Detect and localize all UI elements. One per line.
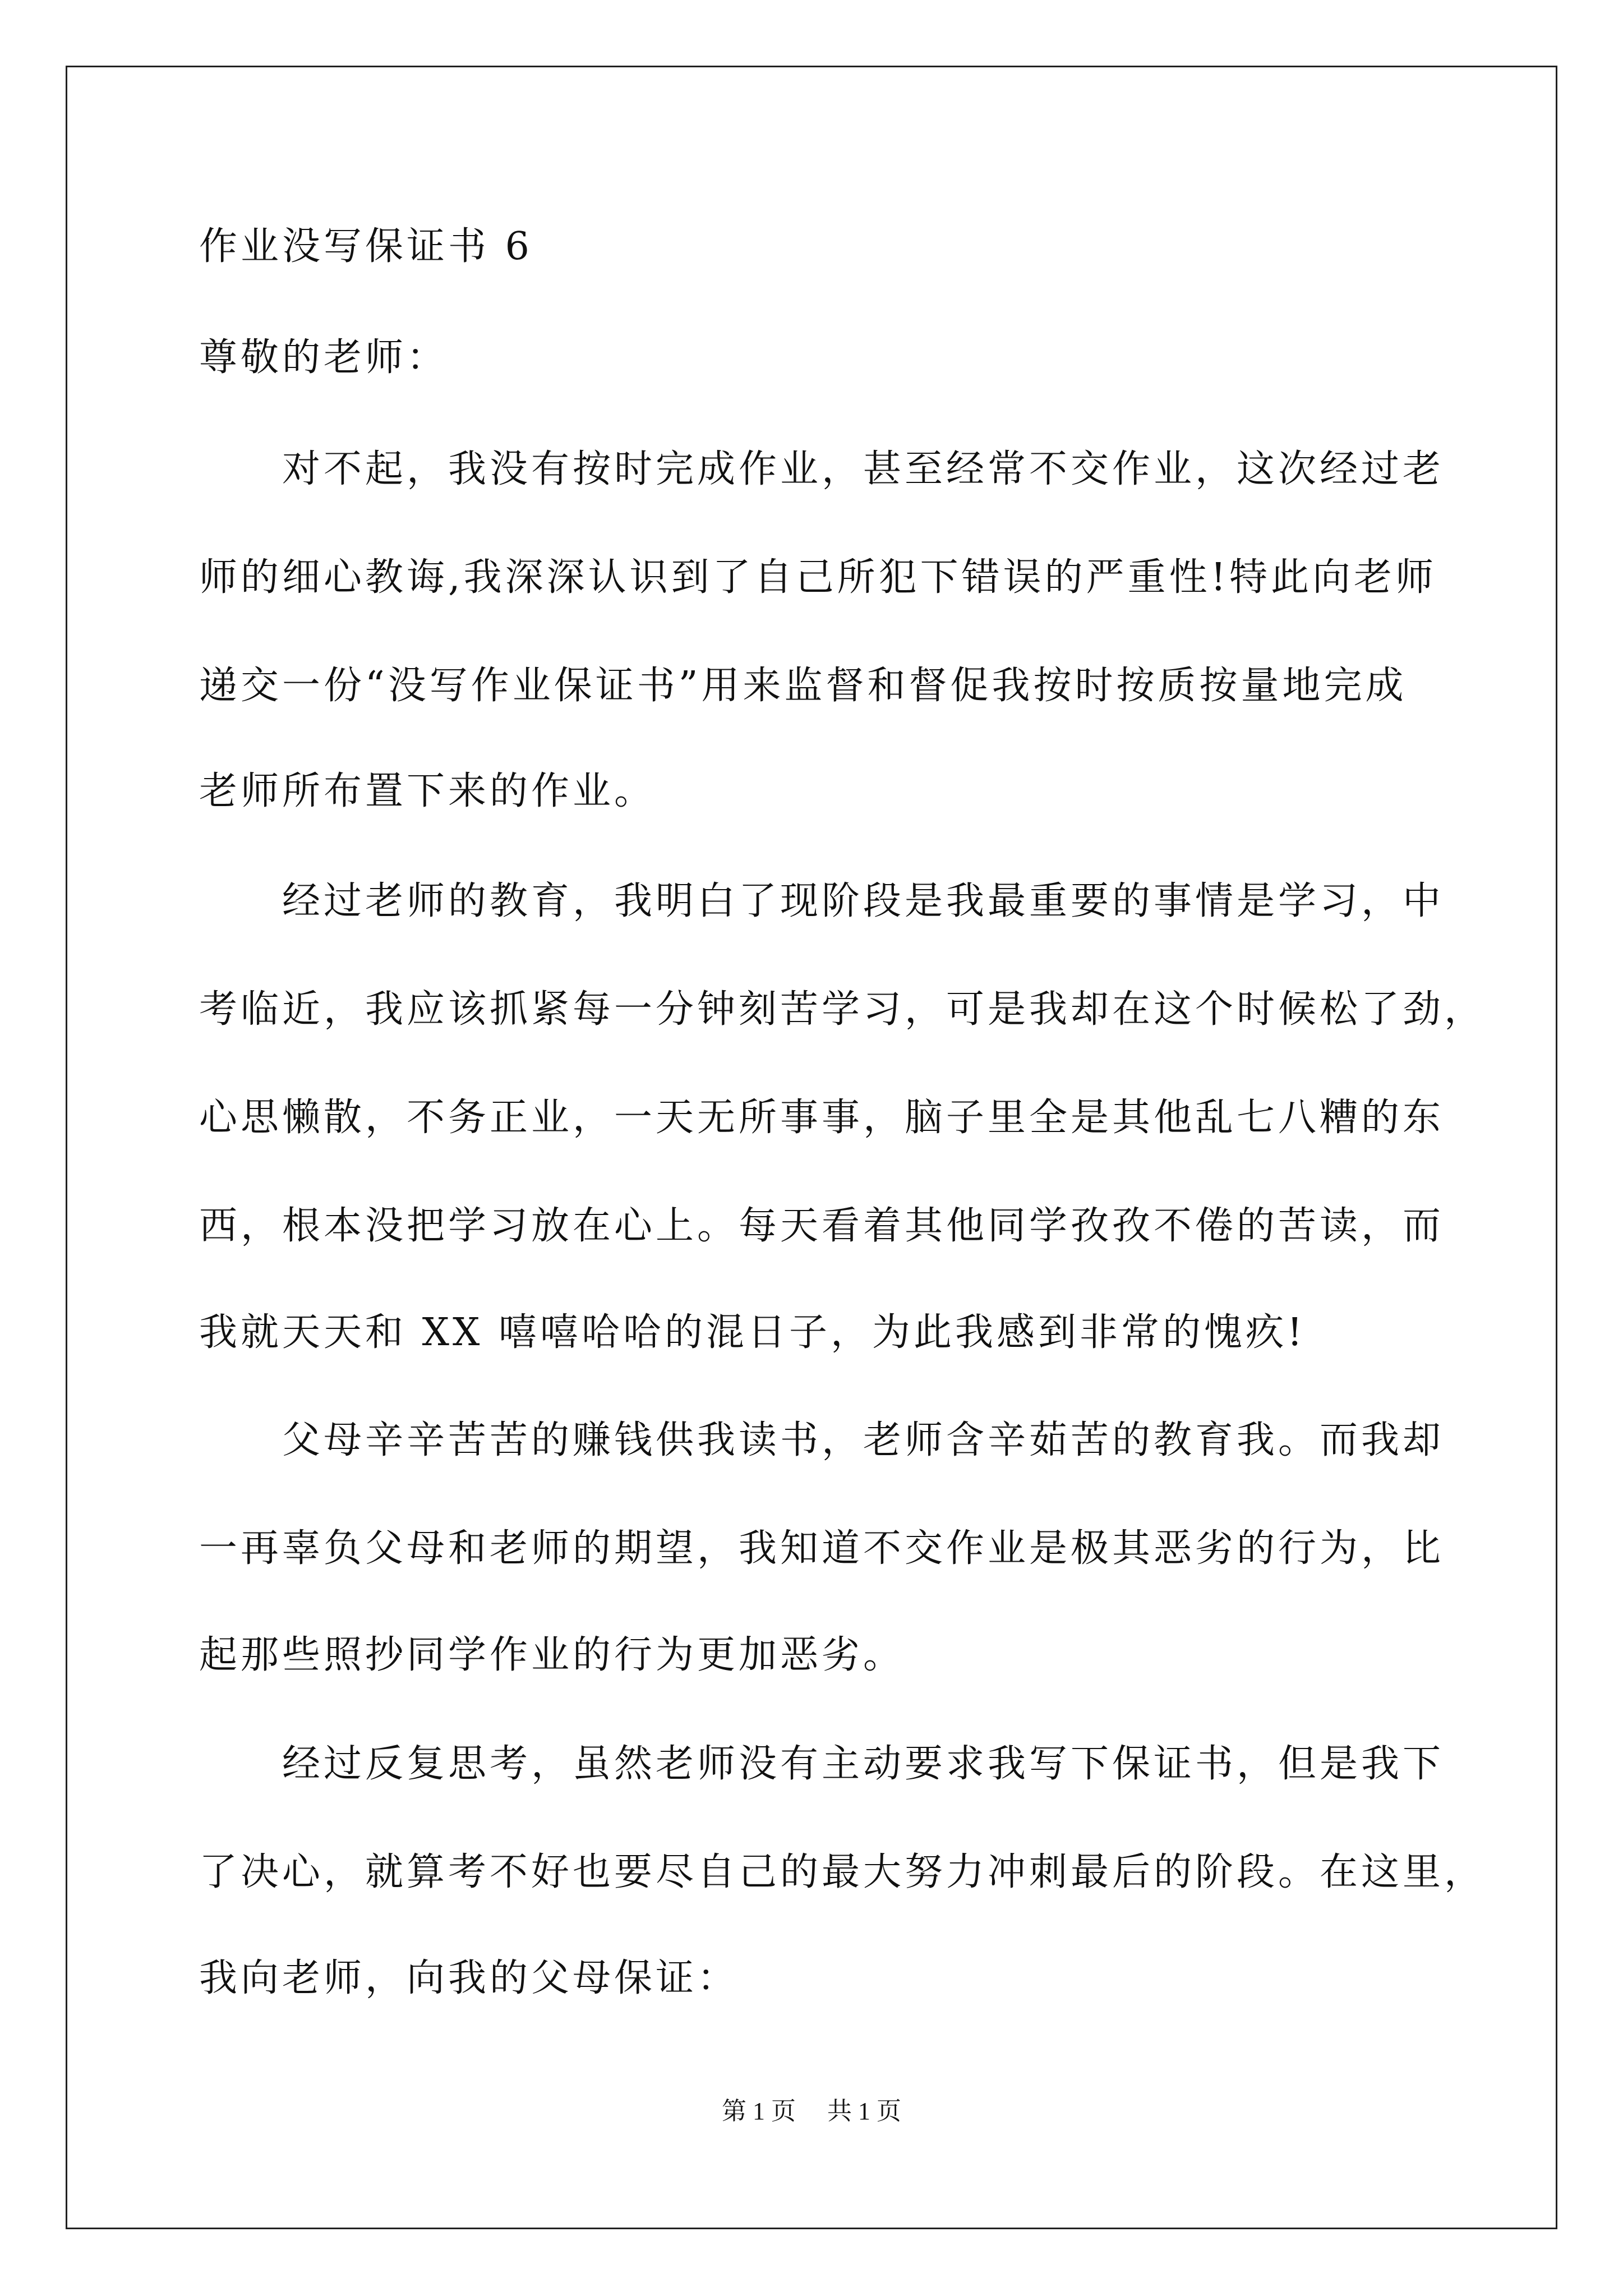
- paragraph-line: 经过老师的教育，我明白了现阶段是我最重要的事情是学习，中: [282, 879, 1445, 923]
- paragraph-line: 经过反复思考，虽然老师没有主动要求我写下保证书，但是我下: [282, 1742, 1445, 1786]
- paragraph-line: 对不起，我没有按时完成作业，甚至经常不交作业，这次经过老: [282, 447, 1445, 491]
- paragraph-line: 起那些照抄同学作业的行为更加恶劣。: [199, 1633, 905, 1677]
- document-title: 作业没写保证书 6: [199, 224, 533, 269]
- paragraph-line: 师的细心教诲,我深深认识到了自己所犯下错误的严重性!特此向老师: [199, 555, 1437, 600]
- page-number: 第 1 页: [722, 2097, 796, 2125]
- page-total: 共 1 页: [827, 2097, 901, 2125]
- paragraph-line: 考临近，我应该抓紧每一分钟刻苦学习，可是我却在这个时候松了劲，: [199, 987, 1486, 1032]
- page-footer: [0, 2096, 1623, 2127]
- paragraph-line: 父母辛辛苦苦的赚钱供我读书，老师含辛茹苦的教育我。而我却: [282, 1418, 1445, 1462]
- paragraph-line: 老师所布置下来的作业。: [199, 769, 656, 813]
- paragraph-line: 一再辜负父母和老师的期望，我知道不交作业是极其恶劣的行为，比: [199, 1526, 1445, 1571]
- paragraph-line: 心思懒散，不务正业，一天无所事事，脑子里全是其他乱七八糟的东: [199, 1096, 1445, 1140]
- salutation: 尊敬的老师：: [199, 335, 449, 380]
- paragraph-line: 我向老师，向我的父母保证：: [199, 1956, 739, 2000]
- page-border: [66, 66, 1557, 2229]
- paragraph-line: 了决心，就算考不好也要尽自己的最大努力冲刺最后的阶段。在这里，: [199, 1850, 1486, 1894]
- paragraph-line: 西，根本没把学习放在心上。每天看着其他同学孜孜不倦的苦读，而: [199, 1204, 1445, 1248]
- paragraph-line: 我就天天和 XX 嘻嘻哈哈的混日子，为此我感到非常的愧疚!: [199, 1310, 1306, 1355]
- paragraph-line: 递交一份“没写作业保证书”用来监督和督促我按时按质按量地完成: [199, 664, 1407, 708]
